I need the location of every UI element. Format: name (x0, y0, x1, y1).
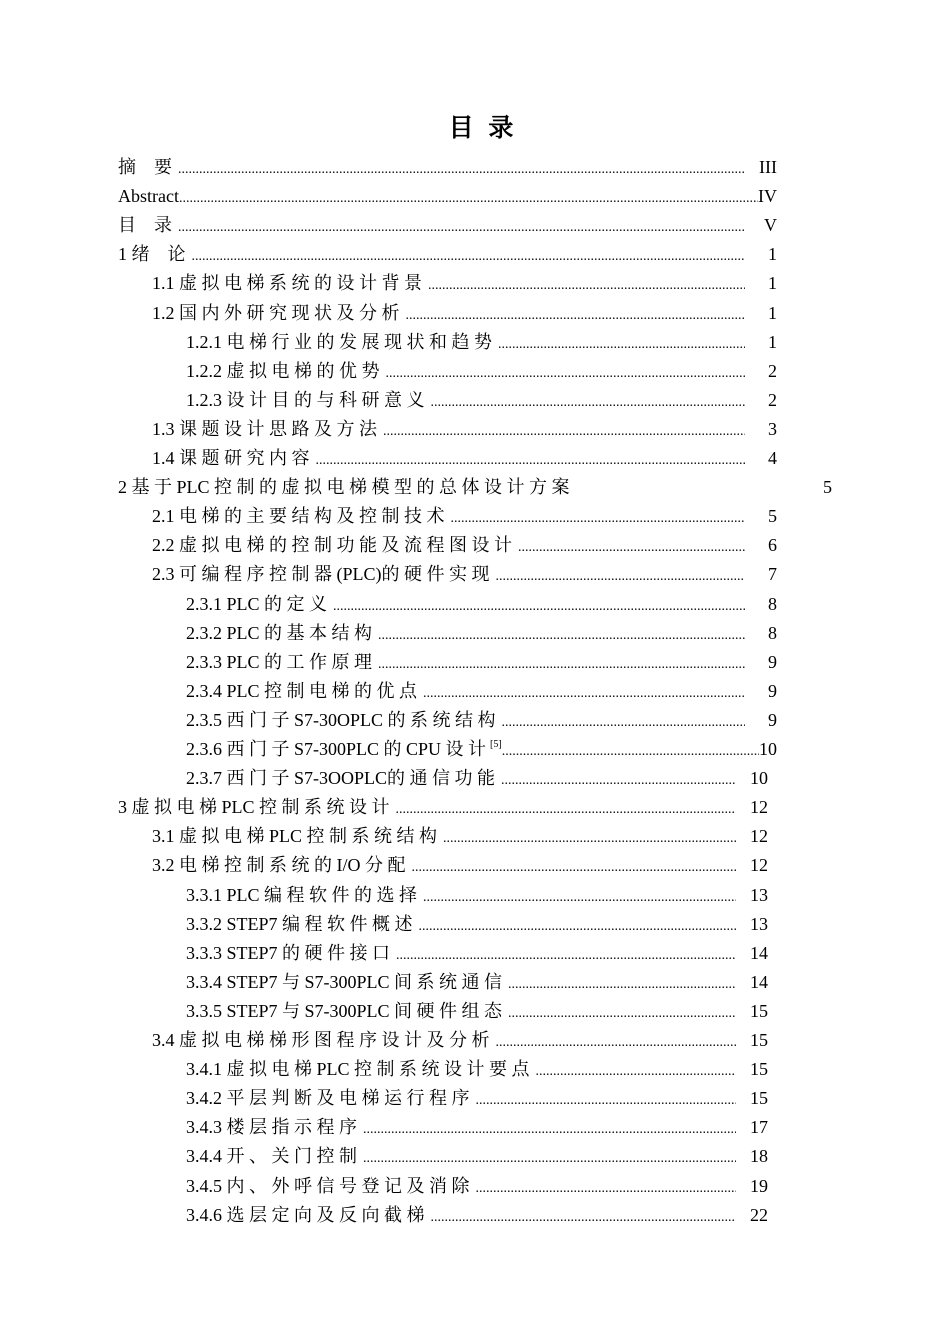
toc-entry-page-number: 14 (750, 942, 768, 963)
toc-entry[interactable] (152, 851, 768, 880)
toc-entry[interactable] (186, 910, 768, 939)
toc-entry[interactable] (152, 1026, 768, 1055)
toc-entry-page-number: 4 (768, 448, 777, 468)
toc-entry-title: 3.4.3 楼 层 指 示 程 序 (186, 1117, 357, 1138)
toc-entry-title: 3.4 虚 拟 电 梯 梯 形 图 程 序 设 计 及 分 析 (152, 1030, 490, 1050)
toc-entry-title: Abstract (118, 186, 179, 207)
toc-entry-title: 目 录 (118, 215, 172, 236)
toc-entry-title: 2.3.1 PLC 的 定 义 (186, 593, 328, 614)
toc-entry-title: 3.1 虚 拟 电 梯 PLC 控 制 系 统 结 构 (152, 826, 438, 847)
toc-entry-title: 3.4.2 平 层 判 断 及 电 梯 运 行 程 序 (186, 1088, 470, 1109)
toc-dot-leader (192, 242, 746, 271)
toc-entry[interactable] (118, 182, 777, 211)
toc-entry-page-number: 19 (750, 1175, 768, 1196)
toc-entry[interactable] (118, 211, 777, 240)
toc-entry[interactable] (152, 531, 777, 560)
toc-entry-title: 1.2.3 设 计 目 的 与 科 研 意 义 (186, 389, 425, 410)
toc-entry[interactable] (186, 706, 777, 735)
toc-dot-leader (501, 766, 736, 795)
toc-dot-leader (508, 999, 736, 1028)
toc-dot-leader (406, 301, 746, 330)
toc-entry-page-number: 2 (768, 389, 777, 410)
toc-entry-title: 1.2.2 虚 拟 电 梯 的 优 势 (186, 360, 380, 381)
toc-entry-title: 3.2 电 梯 控 制 系 统 的 I/O 分 配 (152, 855, 406, 876)
toc-entry-title: 2.3.6 西 门 子 S7-300PLC 的 CPU 设 计 (186, 739, 487, 759)
toc-entry-title: 2 基 于 PLC 控 制 的 虚 拟 电 梯 模 型 的 总 体 设 计 方 案 (118, 477, 570, 498)
toc-entry-page-number: 13 (750, 913, 768, 934)
toc-entry-page-number: V (764, 215, 777, 236)
toc-dot-leader (383, 417, 745, 446)
toc-dot-leader (333, 592, 745, 621)
toc-entry-title: 2.2 虚 拟 电 梯 的 控 制 功 能 及 流 程 图 设 计 (152, 535, 512, 556)
toc-dot-leader (431, 1203, 737, 1232)
toc-entry[interactable] (186, 968, 768, 997)
toc-entry[interactable] (186, 677, 777, 706)
toc-entry-page-number: 1 (768, 244, 777, 265)
toc-entry-page-number: 14 (750, 971, 768, 992)
toc-entry[interactable] (152, 822, 768, 851)
toc-dot-leader (419, 912, 736, 941)
toc-dot-leader (502, 737, 759, 766)
toc-entry[interactable] (186, 1084, 768, 1113)
toc-entry-title: 3.3.2 STEP7 编 程 软 件 概 述 (186, 913, 413, 934)
toc-dot-leader (428, 271, 745, 300)
toc-dot-leader (476, 1086, 737, 1115)
toc-entry[interactable] (152, 502, 777, 531)
toc-entry[interactable] (186, 386, 777, 415)
toc-entry[interactable] (186, 1055, 768, 1084)
toc-entry-title: 3.4.1 虚 拟 电 梯 PLC 控 制 系 统 设 计 要 点 (186, 1059, 530, 1080)
toc-entry[interactable] (186, 328, 777, 357)
toc-entry-page-number: 9 (768, 651, 777, 672)
toc-entry-title: 2.3.5 西 门 子 S7-30OPLC 的 系 统 结 构 (186, 709, 496, 730)
toc-entry[interactable] (186, 881, 768, 910)
toc-dot-leader (378, 621, 745, 650)
toc-dot-leader (443, 824, 736, 853)
toc-dot-leader (423, 679, 745, 708)
toc-entry-title: 2.3.4 PLC 控 制 电 梯 的 优 点 (186, 680, 418, 701)
toc-entry-page-number: 1 (768, 331, 777, 352)
toc-entry-page-number: 6 (768, 535, 777, 556)
toc-entry-citation: [5] (490, 739, 502, 750)
toc-entry-page-number: 15 (750, 1088, 768, 1109)
toc-entry-page-number: 10 (759, 739, 777, 759)
toc-entry-title: 3.3.1 PLC 编 程 软 件 的 选 择 (186, 884, 418, 905)
toc-dot-leader (396, 795, 736, 824)
toc-dot-leader (178, 155, 745, 184)
toc-dot-leader (363, 1115, 736, 1144)
toc-entry-title: 2.3 可 编 程 序 控 制 器 (PLC)的 硬 件 实 现 (152, 564, 490, 585)
toc-dot-leader (496, 562, 746, 591)
toc-entry-title: 3.3.4 STEP7 与 S7-300PLC 间 系 统 通 信 (186, 971, 503, 992)
toc-entry-page-number: IV (758, 186, 777, 207)
toc-entry-title: 1 绪 论 (118, 244, 186, 265)
toc-dot-leader (451, 504, 746, 533)
toc-entry-title: 2.3.2 PLC 的 基 本 结 构 (186, 622, 373, 643)
toc-entry-title: 3.4.4 开 、 关 门 控 制 (186, 1146, 357, 1167)
toc-entry-title: 3 虚 拟 电 梯 PLC 控 制 系 统 设 计 (118, 797, 390, 818)
toc-entry-title: 3.3.5 STEP7 与 S7-300PLC 间 硬 件 组 态 (186, 1000, 503, 1021)
toc-entry[interactable] (186, 735, 777, 764)
toc-dot-leader (178, 213, 745, 242)
toc-dot-leader (412, 853, 737, 882)
toc-entry-page-number: 22 (750, 1204, 768, 1225)
toc-entry-page-number: 12 (750, 797, 768, 818)
toc-entry-page-number: 8 (768, 622, 777, 643)
toc-dot-leader (536, 1057, 736, 1086)
toc-entry[interactable] (186, 764, 768, 793)
toc-dot-leader (502, 708, 745, 737)
toc-entry[interactable] (186, 1113, 768, 1142)
toc-entry[interactable] (118, 153, 777, 182)
toc-entry[interactable] (118, 240, 777, 269)
toc-entry-page-number: 15 (750, 1000, 768, 1021)
toc-dot-leader (179, 184, 758, 213)
toc-dot-leader (431, 388, 746, 417)
toc-entry-page-number: 1 (768, 273, 777, 294)
toc-dot-leader (316, 446, 746, 475)
toc-entry-page-number: 1 (768, 302, 777, 323)
toc-entry-page-number: 2 (768, 360, 777, 381)
toc-entry-title: 3.4.6 选 层 定 向 及 反 向 截 梯 (186, 1204, 425, 1225)
toc-entry-page-number: 5 (768, 506, 777, 527)
toc-entry-title: 2.3.7 西 门 子 S7-3OOPLC的 通 信 功 能 (186, 768, 496, 789)
page-title: 目 录 (448, 113, 517, 142)
toc-entry-title: 1.2.1 电 梯 行 业 的 发 展 现 状 和 趋 势 (186, 331, 492, 352)
toc-entry-page-number: 10 (750, 768, 768, 789)
toc-entry[interactable] (152, 299, 777, 328)
toc-entry[interactable] (186, 648, 777, 677)
toc-entry-page-number: 8 (768, 593, 777, 614)
toc-entry[interactable] (186, 590, 777, 619)
toc-entry-page-number: 15 (750, 1030, 768, 1050)
toc-entry-page-number: 7 (768, 564, 777, 585)
toc-entry-page-number: 13 (750, 884, 768, 905)
toc-entry[interactable] (186, 1201, 768, 1230)
toc-entry[interactable] (186, 1142, 768, 1171)
toc-entry[interactable] (118, 473, 832, 502)
toc-dot-leader (423, 883, 736, 912)
toc-entry-page-number: 12 (750, 826, 768, 847)
toc-entry-title: 1.4 课 题 研 究 内 容 (152, 448, 310, 468)
toc-dot-leader (508, 970, 736, 999)
toc-entry[interactable] (152, 444, 777, 473)
toc-dot-leader (363, 1144, 736, 1173)
toc-entry[interactable] (152, 415, 777, 444)
toc-entry[interactable] (186, 1172, 768, 1201)
toc-entry-page-number: 5 (823, 477, 832, 498)
toc-entry-title: 摘 要 (118, 157, 172, 177)
toc-entry-page-number: 17 (750, 1117, 768, 1138)
toc-entry[interactable] (186, 357, 777, 386)
toc-entry[interactable] (118, 793, 768, 822)
toc-entry-page-number: 15 (750, 1059, 768, 1080)
toc-entry[interactable] (152, 269, 777, 298)
toc-entry[interactable] (186, 619, 777, 648)
toc-dot-leader (518, 533, 745, 562)
toc-entry-title: 1.2 国 内 外 研 究 现 状 及 分 析 (152, 302, 400, 323)
toc-entry-page-number: 3 (768, 418, 777, 439)
toc-entry-title: 1.1 虚 拟 电 梯 系 统 的 设 计 背 景 (152, 273, 422, 294)
toc-entry[interactable] (152, 560, 777, 589)
toc-dot-leader (386, 359, 746, 388)
toc-entry-title: 1.3 课 题 设 计 思 路 及 方 法 (152, 418, 377, 439)
toc-dot-leader (396, 941, 736, 970)
toc-entry-page-number: 9 (768, 680, 777, 701)
toc-dot-leader (378, 650, 745, 679)
toc-entry-page-number: 9 (768, 709, 777, 730)
toc-dot-leader (476, 1174, 737, 1203)
toc-entry-title: 2.3.3 PLC 的 工 作 原 理 (186, 651, 373, 672)
toc-entry-page-number: III (759, 157, 777, 177)
toc-entry[interactable] (186, 997, 768, 1026)
toc-entry-page-number: 12 (750, 855, 768, 876)
toc-entry[interactable] (186, 939, 768, 968)
toc-dot-leader (496, 1028, 737, 1057)
toc-entry-title: 3.3.3 STEP7 的 硬 件 接 口 (186, 942, 391, 963)
toc-dot-leader (498, 330, 745, 359)
toc-entry-title: 2.1 电 梯 的 主 要 结 构 及 控 制 技 术 (152, 506, 445, 527)
toc-entry-title: 3.4.5 内 、 外 呼 信 号 登 记 及 消 除 (186, 1175, 470, 1196)
toc-entry-page-number: 18 (750, 1146, 768, 1167)
